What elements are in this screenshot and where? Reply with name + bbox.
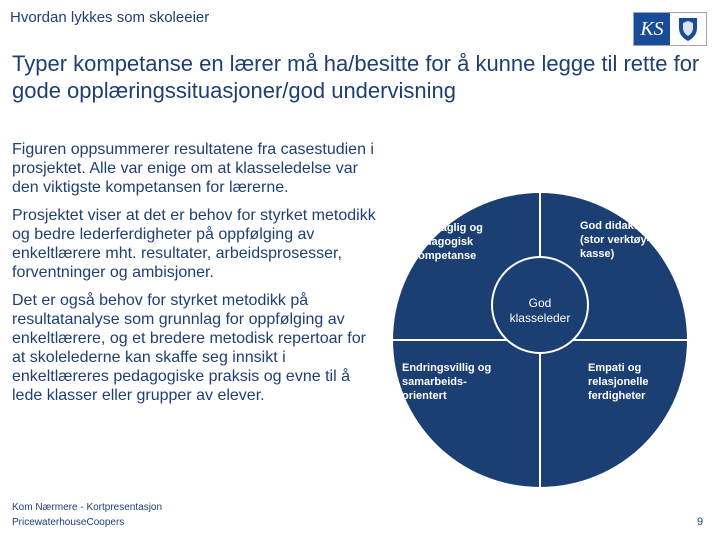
quadrant-top-right-line-3: kasse): [580, 248, 615, 260]
competence-diagram: [390, 190, 690, 490]
quadrant-top-left-line-2: pedagogisk: [412, 236, 474, 248]
quadrant-top-left-line-3: kompetanse: [412, 250, 477, 262]
quadrant-top-left-line-1: God faglig og: [412, 222, 483, 234]
page-number: 9: [697, 516, 704, 528]
body-text: [12, 140, 382, 414]
quadrant-bottom-right-line-1: Empati og: [588, 362, 642, 374]
center-label-line-1: God: [528, 296, 552, 310]
quadrant-top-right-line-2: (stor verktøy-: [580, 234, 651, 246]
ks-logo: [633, 12, 707, 46]
quadrant-bottom-right-line-3: ferdigheter: [588, 390, 646, 402]
paragraph-2: Prosjektet viser at det er behov for styrket metodikk og bedre lederferdigheter på oppfølging av enkeltlærere mht. resultater, arbeidsprosesser, forventninger og ambisjoner.: [12, 207, 376, 281]
header-subtitle: Hvordan lykkes som skoleeier: [10, 9, 210, 26]
paragraph-1: Figuren oppsummerer resultatene fra casestudien i prosjektet. Alle var enige om at klasseledelse var den viktigste kompetansen for lærerne.: [12, 141, 374, 196]
quadrant-bottom-left-line-1: Endringsvillig og: [402, 362, 492, 374]
page-title: Typer kompetanse en lærer må ha/besitte for å kunne legge til rette for gode opplæringssituasjoner/god undervisning: [12, 51, 700, 103]
quadrant-bottom-left-line-2: samarbeids-: [402, 376, 467, 388]
center-label-line-2: klasseleder: [509, 311, 571, 325]
footer-company: PricewaterhouseCoopers: [12, 517, 125, 528]
footer-presentation: Kom Nærmere - Kortpresentasjon: [12, 502, 163, 513]
paragraph-3: Det er også behov for styrket metodikk på resultatanalyse som grunnlag for oppfølging av enkeltlærere, og et bredere metodisk repertoar for at skolelederne kan skaffe seg innsikt i enkeltlæreres pedagogiske praksis og evne til å lede klasser eller grupper av elever.: [12, 292, 366, 404]
quadrant-top-right-line-1: God didaktiker: [580, 220, 658, 232]
quadrant-bottom-left-line-3: orientert: [402, 390, 447, 402]
quadrant-bottom-right-line-2: relasjonelle: [588, 376, 649, 388]
ks-logo-text: KS: [634, 13, 670, 45]
crest-icon: [670, 13, 706, 45]
